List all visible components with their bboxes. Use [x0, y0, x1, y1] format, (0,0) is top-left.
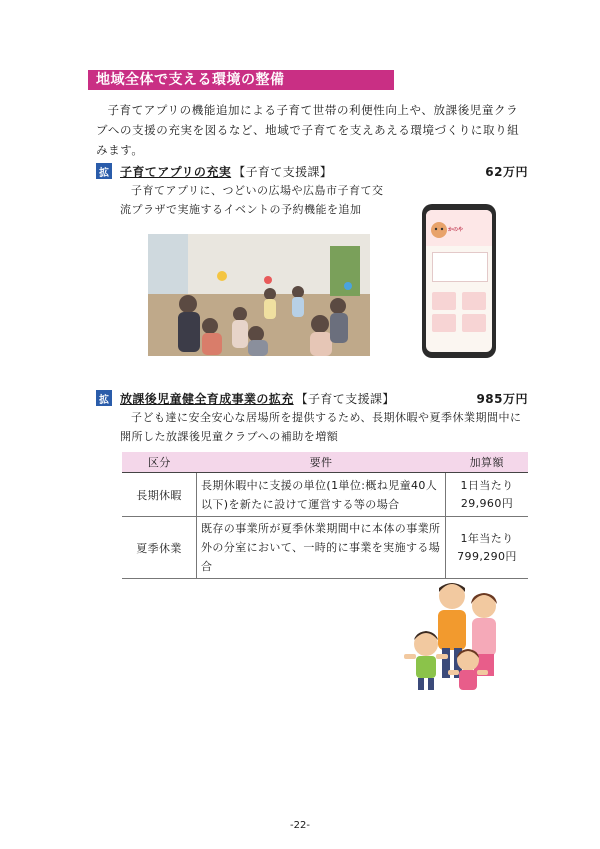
- row-requirement: 既存の事業所が夏季休業期間中に本体の事業所外の分室において、一時的に事業を実施する場合: [197, 517, 446, 579]
- amount-value: 799,290円: [457, 549, 517, 563]
- amount-unit: 1年当たり: [460, 531, 514, 545]
- page-number: -22-: [290, 820, 310, 831]
- row-category: 長期休暇: [122, 473, 197, 517]
- intro-paragraph: 子育てアプリの機能追加による子育て世帯の利便性向上や、放課後児童クラブへの支援の充実を図るなど、地域で子育てを支えあえる環境づくりに取り組みます。: [96, 103, 520, 157]
- subsidy-table: [122, 452, 528, 579]
- item-1-description: 子育てアプリに、つどいの広場や広島市子育て交流プラザで実施するイベントの予約機能を追加: [120, 184, 384, 216]
- app-menu-tile: [462, 292, 486, 310]
- app-menu-tile: [432, 292, 456, 310]
- expansion-badge: 拡: [96, 390, 112, 406]
- row-amount: [446, 517, 529, 579]
- item-1-title: 子育てアプリの充実: [120, 164, 232, 179]
- table-header-row: [122, 452, 528, 473]
- table-row: [122, 473, 528, 517]
- item-1-department: 【子育て支援課】: [233, 164, 333, 179]
- row-category: 夏季休業: [122, 517, 197, 579]
- app-menu-tile: [432, 314, 456, 332]
- app-notice-box: [432, 252, 488, 282]
- app-banner-text: かのや: [448, 227, 464, 233]
- childcare-app-phone: [422, 204, 496, 358]
- row-requirement: 長期休暇中に支援の単位(1単位:概ね児童40人以下)を新たに設けて運営する等の場合: [197, 473, 446, 517]
- family-illustration: [400, 574, 520, 700]
- table-header-category: 区分: [122, 452, 197, 473]
- row-amount: [446, 473, 529, 517]
- amount-unit: 1日当たり: [460, 478, 514, 492]
- item-2-amount: 985万円: [476, 391, 528, 406]
- item-2-description: 子ども達に安全安心な居場所を提供するため、長期休暇や夏季休業期間中に開所した放課後児童クラブへの補助を増額: [120, 411, 522, 443]
- children-playing-photo: [148, 234, 370, 356]
- amount-value: 29,960円: [460, 496, 514, 510]
- table-header-requirement: 要件: [197, 452, 446, 473]
- app-mascot-icon: [429, 220, 449, 240]
- item-2-title: 放課後児童健全育成事業の拡充: [120, 391, 294, 406]
- item-1-amount: 62万円: [485, 164, 528, 179]
- expansion-badge: 拡: [96, 163, 112, 179]
- phone-screen: [426, 210, 492, 352]
- item-2-department: 【子育て支援課】: [295, 391, 395, 406]
- app-menu-tile: [462, 314, 486, 332]
- item-1-header: [96, 162, 528, 180]
- table-header-amount: 加算額: [446, 452, 529, 473]
- table-row: [122, 517, 528, 579]
- app-banner: [426, 210, 492, 246]
- item-2-header: [96, 389, 528, 407]
- section-heading: 地域全体で支える環境の整備: [88, 70, 394, 90]
